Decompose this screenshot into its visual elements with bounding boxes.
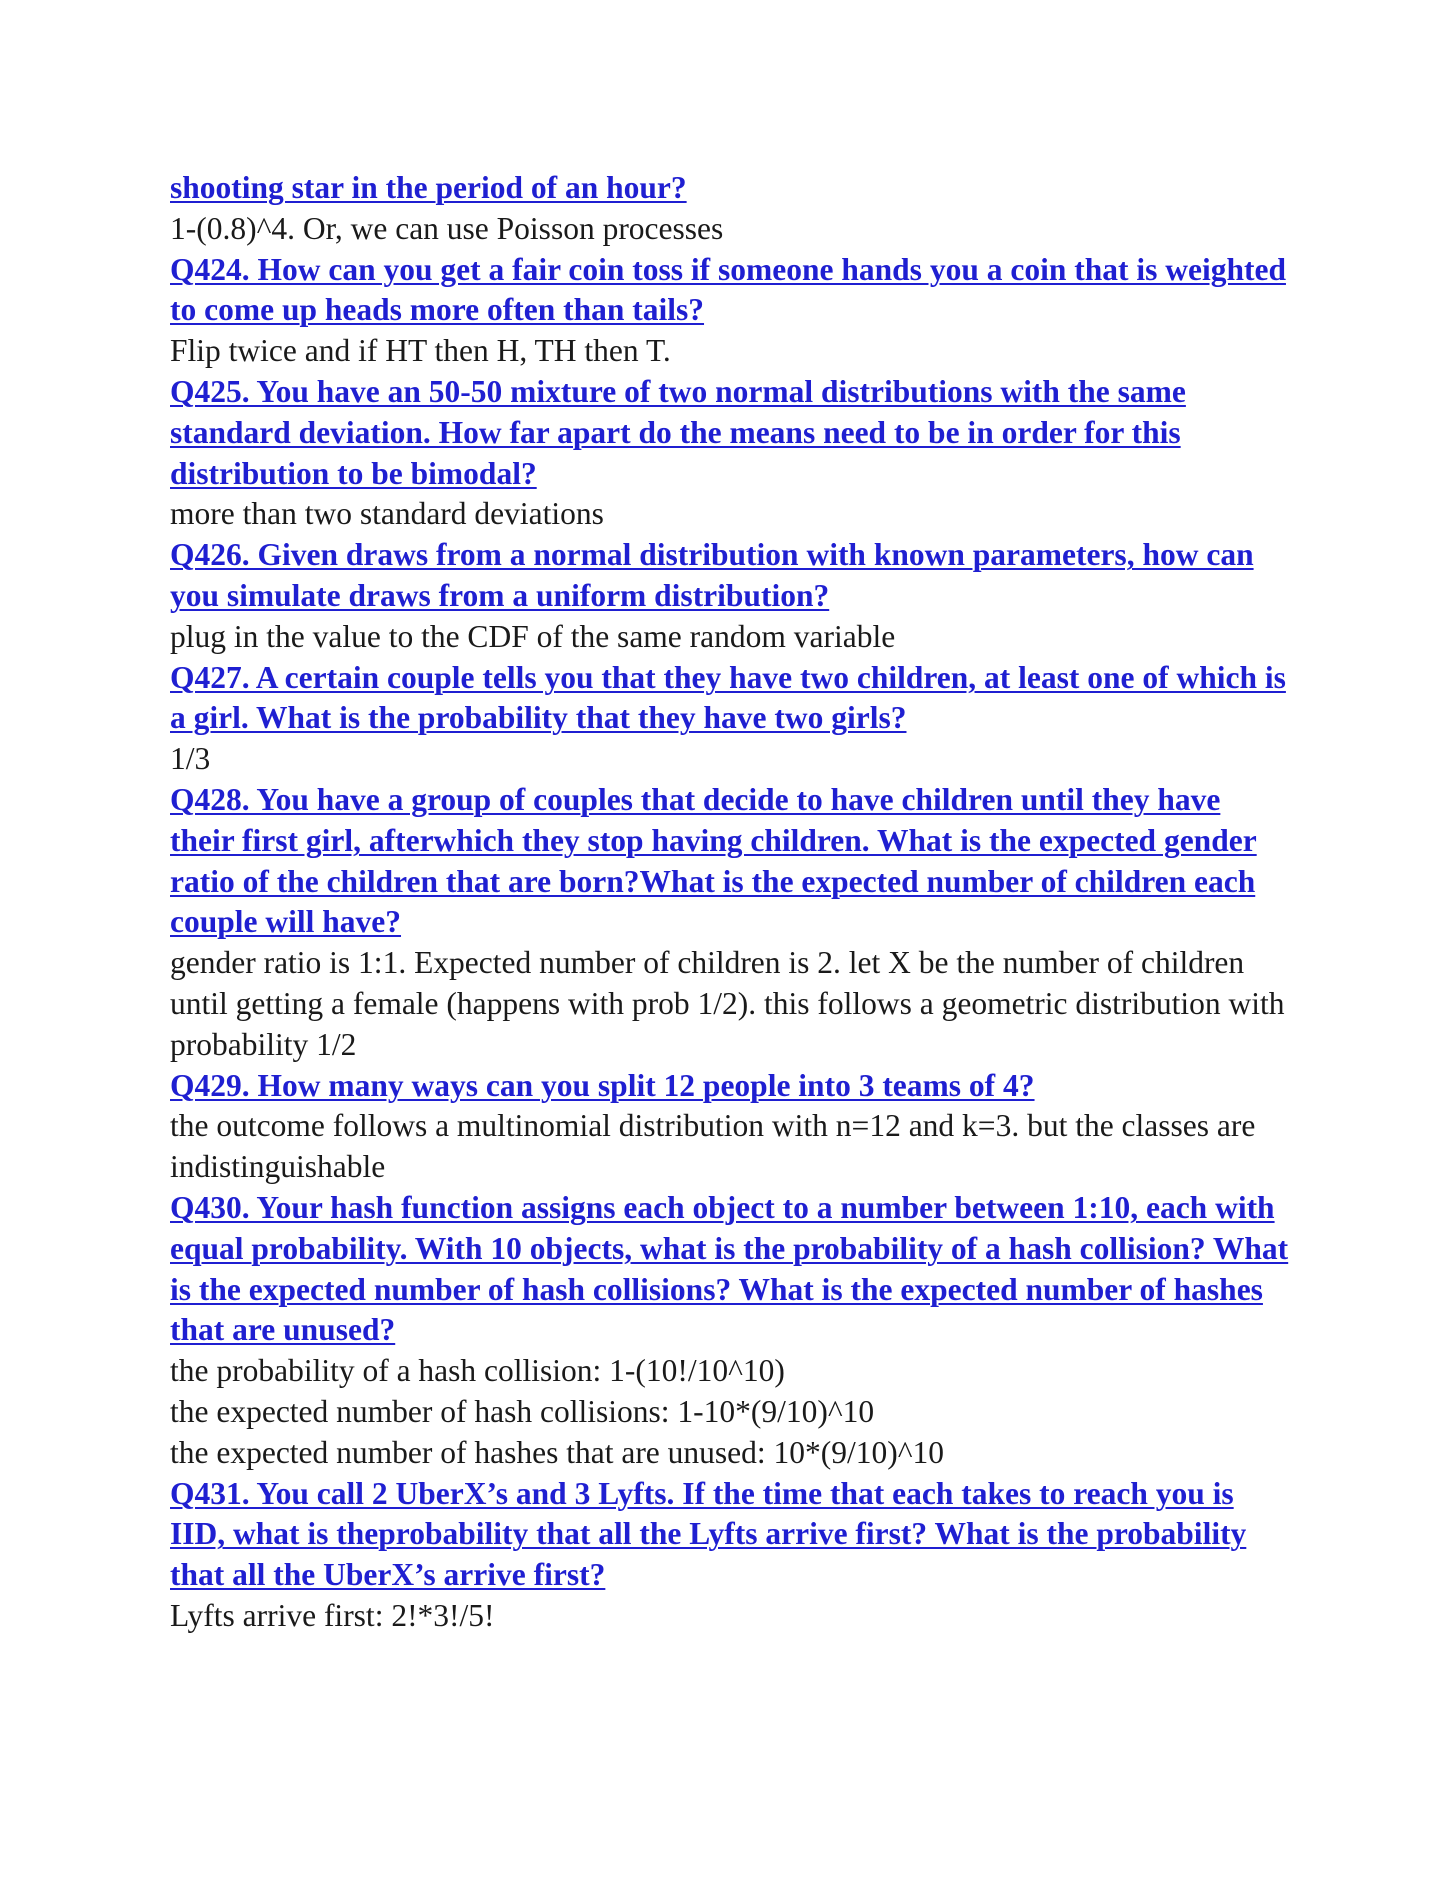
- question-link[interactable]: Q425. You have an 50-50 mixture of two normal distributions with the same standard deviation. How far apart do the means need to be in order for this distribution to be bimodal?: [170, 373, 1186, 491]
- qa-item-q424: [170, 250, 1290, 372]
- question-link[interactable]: Q428. You have a group of couples that decide to have children until they have their first girl, afterwhich they stop having children. What is the expected gender ratio of the children that are born?What is the expected number of children each couple will have?: [170, 781, 1257, 940]
- qa-item-q427: [170, 658, 1290, 780]
- answer-text: Lyfts arrive first: 2!*3!/5!: [170, 1597, 495, 1633]
- question-link[interactable]: Q424. How can you get a fair coin toss if someone hands you a coin that is weighted to come up heads more often than tails?: [170, 251, 1286, 328]
- answer-text: plug in the value to the CDF of the same random variable: [170, 618, 896, 654]
- qa-item-q431: [170, 1474, 1290, 1637]
- answer-text: the outcome follows a multinomial distribution with n=12 and k=3. but the classes are indistinguishable: [170, 1108, 1256, 1185]
- answer-text: 1/3: [170, 741, 211, 777]
- answer-text: the probability of a hash collision: 1-(10!/10^10): [170, 1353, 785, 1389]
- answer-text: the expected number of hashes that are unused: 10*(9/10)^10: [170, 1434, 945, 1470]
- qa-item-q428: [170, 780, 1290, 1066]
- answer-text: gender ratio is 1:1. Expected number of children is 2. let X be the number of children until getting a female (happens with prob 1/2). this follows a geometric distribution with probability 1/2: [170, 945, 1285, 1062]
- question-link[interactable]: shooting star in the period of an hour?: [170, 170, 687, 205]
- question-link[interactable]: Q427. A certain couple tells you that they have two children, at least one of which is a girl. What is the probability that they have two girls?: [170, 659, 1286, 736]
- qa-item-q425: [170, 372, 1290, 535]
- answer-text: the expected number of hash collisions: 1-10*(9/10)^10: [170, 1393, 875, 1429]
- question-link[interactable]: Q431. You call 2 UberX’s and 3 Lyfts. If the time that each takes to reach you is IID, what is theprobability that all the Lyfts arrive first? What is the probability that all the UberX’s arrive first?: [170, 1475, 1247, 1593]
- answer-text: 1-(0.8)^4. Or, we can use Poisson processes: [170, 210, 724, 246]
- answer-text: more than two standard deviations: [170, 496, 604, 532]
- qa-continuation: [170, 168, 1290, 250]
- question-link[interactable]: Q426. Given draws from a normal distribution with known parameters, how can you simulate draws from a uniform distribution?: [170, 537, 1254, 613]
- answer-text: Flip twice and if HT then H, TH then T.: [170, 333, 671, 369]
- question-link[interactable]: Q429. How many ways can you split 12 people into 3 teams of 4?: [170, 1067, 1035, 1103]
- qa-item-q430: [170, 1188, 1290, 1474]
- document-page: [170, 168, 1290, 1637]
- qa-item-q426: [170, 535, 1290, 657]
- question-link[interactable]: Q430. Your hash function assigns each object to a number between 1:10, each with equal probability. With 10 objects, what is the probability of a hash collision? What is the expected number of hash collisions? What is the expected number of hashes that are unused?: [170, 1189, 1289, 1348]
- qa-item-q429: [170, 1066, 1290, 1188]
